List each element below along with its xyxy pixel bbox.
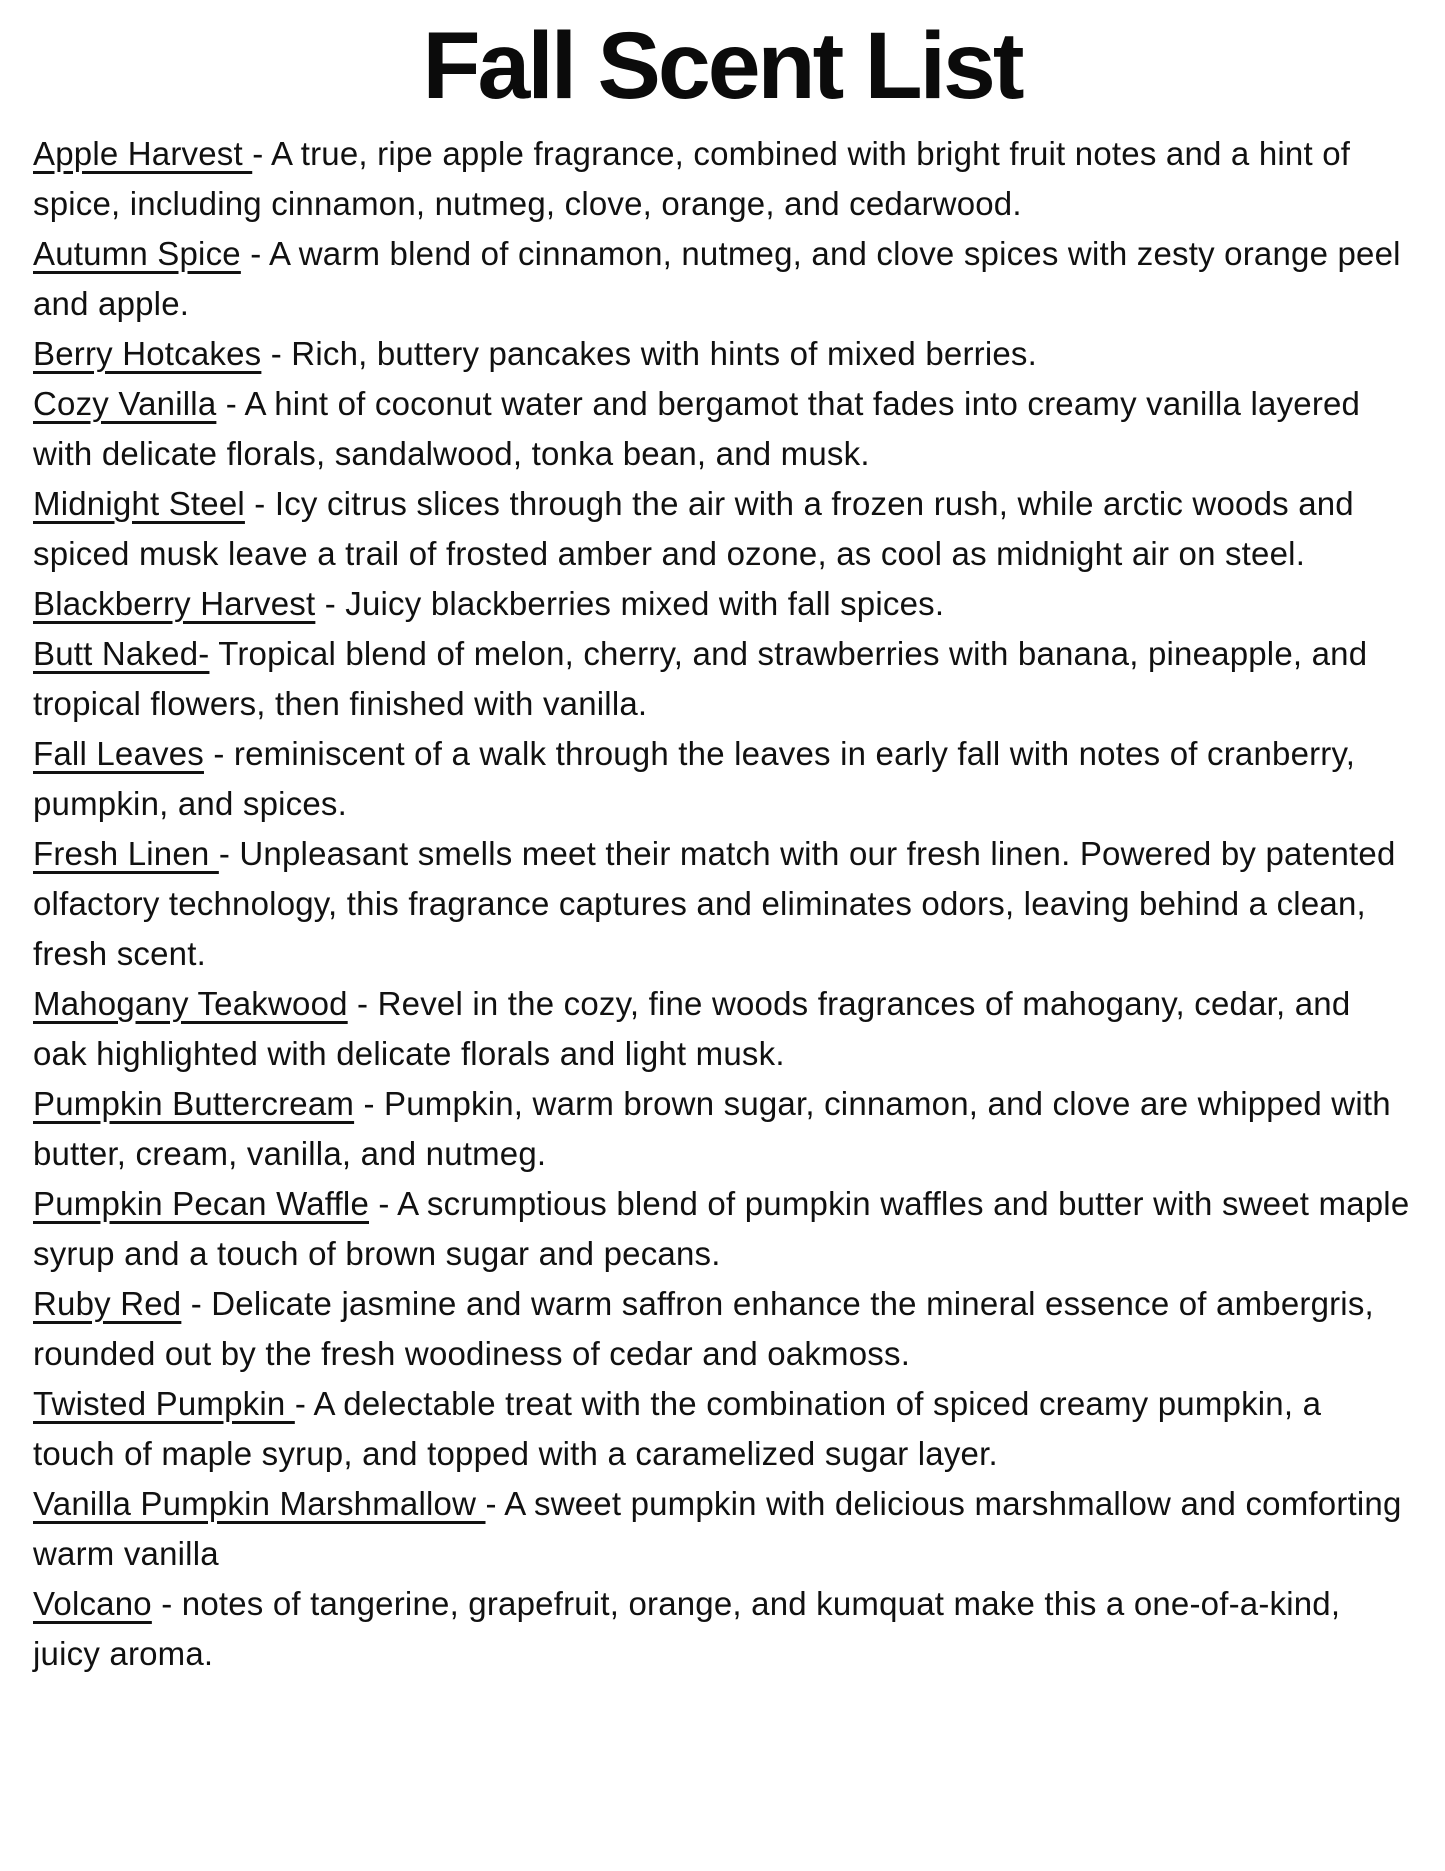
scent-name: Apple Harvest bbox=[33, 134, 253, 172]
scent-name: Blackberry Harvest bbox=[33, 584, 316, 622]
scent-name: Vanilla Pumpkin Marshmallow bbox=[33, 1484, 486, 1522]
scent-name: Pumpkin Buttercream bbox=[33, 1084, 355, 1122]
scent-description: - Rich, buttery pancakes with hints of mixed berries. bbox=[261, 334, 1037, 372]
scent-description: - notes of tangerine, grapefruit, orange, and kumquat make this a one-of-a-kind, juicy aroma. bbox=[33, 1584, 1350, 1672]
scent-name: Ruby Red bbox=[33, 1284, 182, 1322]
scent-entry-autumn-spice bbox=[33, 229, 1411, 329]
scent-description: Tropical blend of melon, cherry, and strawberries with banana, pineapple, and tropical flowers, then finished with vanilla. bbox=[33, 634, 1377, 722]
scent-name: Volcano bbox=[33, 1584, 152, 1622]
scent-name: Cozy Vanilla bbox=[33, 384, 217, 422]
scent-name: Pumpkin Pecan Waffle bbox=[33, 1184, 369, 1222]
scent-name: Mahogany Teakwood bbox=[33, 984, 348, 1022]
scent-description: - Icy citrus slices through the air with a frozen rush, while arctic woods and spiced musk leave a trail of frosted amber and ozone, as cool as midnight air on steel. bbox=[33, 484, 1364, 572]
scent-description: - A sweet pumpkin with delicious marshmallow and comforting warm vanilla bbox=[33, 1484, 1411, 1572]
scent-entry-berry-hotcakes bbox=[33, 329, 1411, 379]
scent-entry-ruby-red bbox=[33, 1279, 1411, 1379]
scent-name: Autumn Spice bbox=[33, 234, 241, 272]
scent-name: Twisted Pumpkin bbox=[33, 1384, 295, 1422]
scent-description: - Revel in the cozy, fine woods fragrances of mahogany, cedar, and oak highlighted with delicate florals and light musk. bbox=[33, 984, 1360, 1072]
scent-entry-pumpkin-buttercream bbox=[33, 1079, 1411, 1179]
scent-description: - A delectable treat with the combination of spiced creamy pumpkin, a touch of maple syrup, and topped with a caramelized sugar layer. bbox=[33, 1384, 1331, 1472]
scent-description: - Delicate jasmine and warm saffron enhance the mineral essence of ambergris, rounded out by the fresh woodiness of cedar and oakmoss. bbox=[33, 1284, 1384, 1372]
page-title: Fall Scent List bbox=[422, 13, 1022, 119]
scent-list bbox=[33, 129, 1419, 1679]
scent-description: - A true, ripe apple fragrance, combined with bright fruit notes and a hint of spice, including cinnamon, nutmeg, clove, orange, and cedarwood. bbox=[33, 134, 1360, 222]
scent-description: - Unpleasant smells meet their match with our fresh linen. Powered by patented olfactory technology, this fragrance captures and eliminates odors, leaving behind a clean, fresh scent. bbox=[33, 834, 1405, 972]
scent-entry-twisted-pumpkin bbox=[33, 1379, 1411, 1479]
scent-description: - Juicy blackberries mixed with fall spices. bbox=[315, 584, 945, 622]
scent-entry-midnight-steel bbox=[33, 479, 1411, 579]
scent-description: - reminiscent of a walk through the leaves in early fall with notes of cranberry, pumpkin, and spices. bbox=[33, 734, 1365, 822]
scent-name: Fresh Linen bbox=[33, 834, 219, 872]
scent-entry-vanilla-pumpkin-marshmallow bbox=[33, 1479, 1411, 1579]
scent-name: Fall Leaves bbox=[33, 734, 204, 772]
scent-name: Midnight Steel bbox=[33, 484, 245, 522]
scent-name: Butt Naked- bbox=[33, 634, 210, 672]
scent-entry-fresh-linen bbox=[33, 829, 1411, 979]
scent-description: - Pumpkin, warm brown sugar, cinnamon, and clove are whipped with butter, cream, vanilla, and nutmeg. bbox=[33, 1084, 1401, 1172]
scent-description: - A hint of coconut water and bergamot that fades into creamy vanilla layered with delicate florals, sandalwood, tonka bean, and musk. bbox=[33, 384, 1370, 472]
scent-description: - A scrumptious blend of pumpkin waffles and butter with sweet maple syrup and a touch of brown sugar and pecans. bbox=[33, 1184, 1419, 1272]
scent-description: - A warm blend of cinnamon, nutmeg, and clove spices with zesty orange peel and apple. bbox=[33, 234, 1411, 322]
scent-entry-fall-leaves bbox=[33, 729, 1411, 829]
scent-entry-apple-harvest bbox=[33, 129, 1411, 229]
scent-entry-blackberry-harvest bbox=[33, 579, 1411, 629]
scent-entry-volcano bbox=[33, 1579, 1411, 1679]
scent-name: Berry Hotcakes bbox=[33, 334, 262, 372]
scent-entry-butt-naked bbox=[33, 629, 1411, 729]
scent-entry-mahogany-teakwood bbox=[33, 979, 1411, 1079]
scent-entry-cozy-vanilla bbox=[33, 379, 1411, 479]
scent-entry-pumpkin-pecan-waffle bbox=[33, 1179, 1419, 1279]
